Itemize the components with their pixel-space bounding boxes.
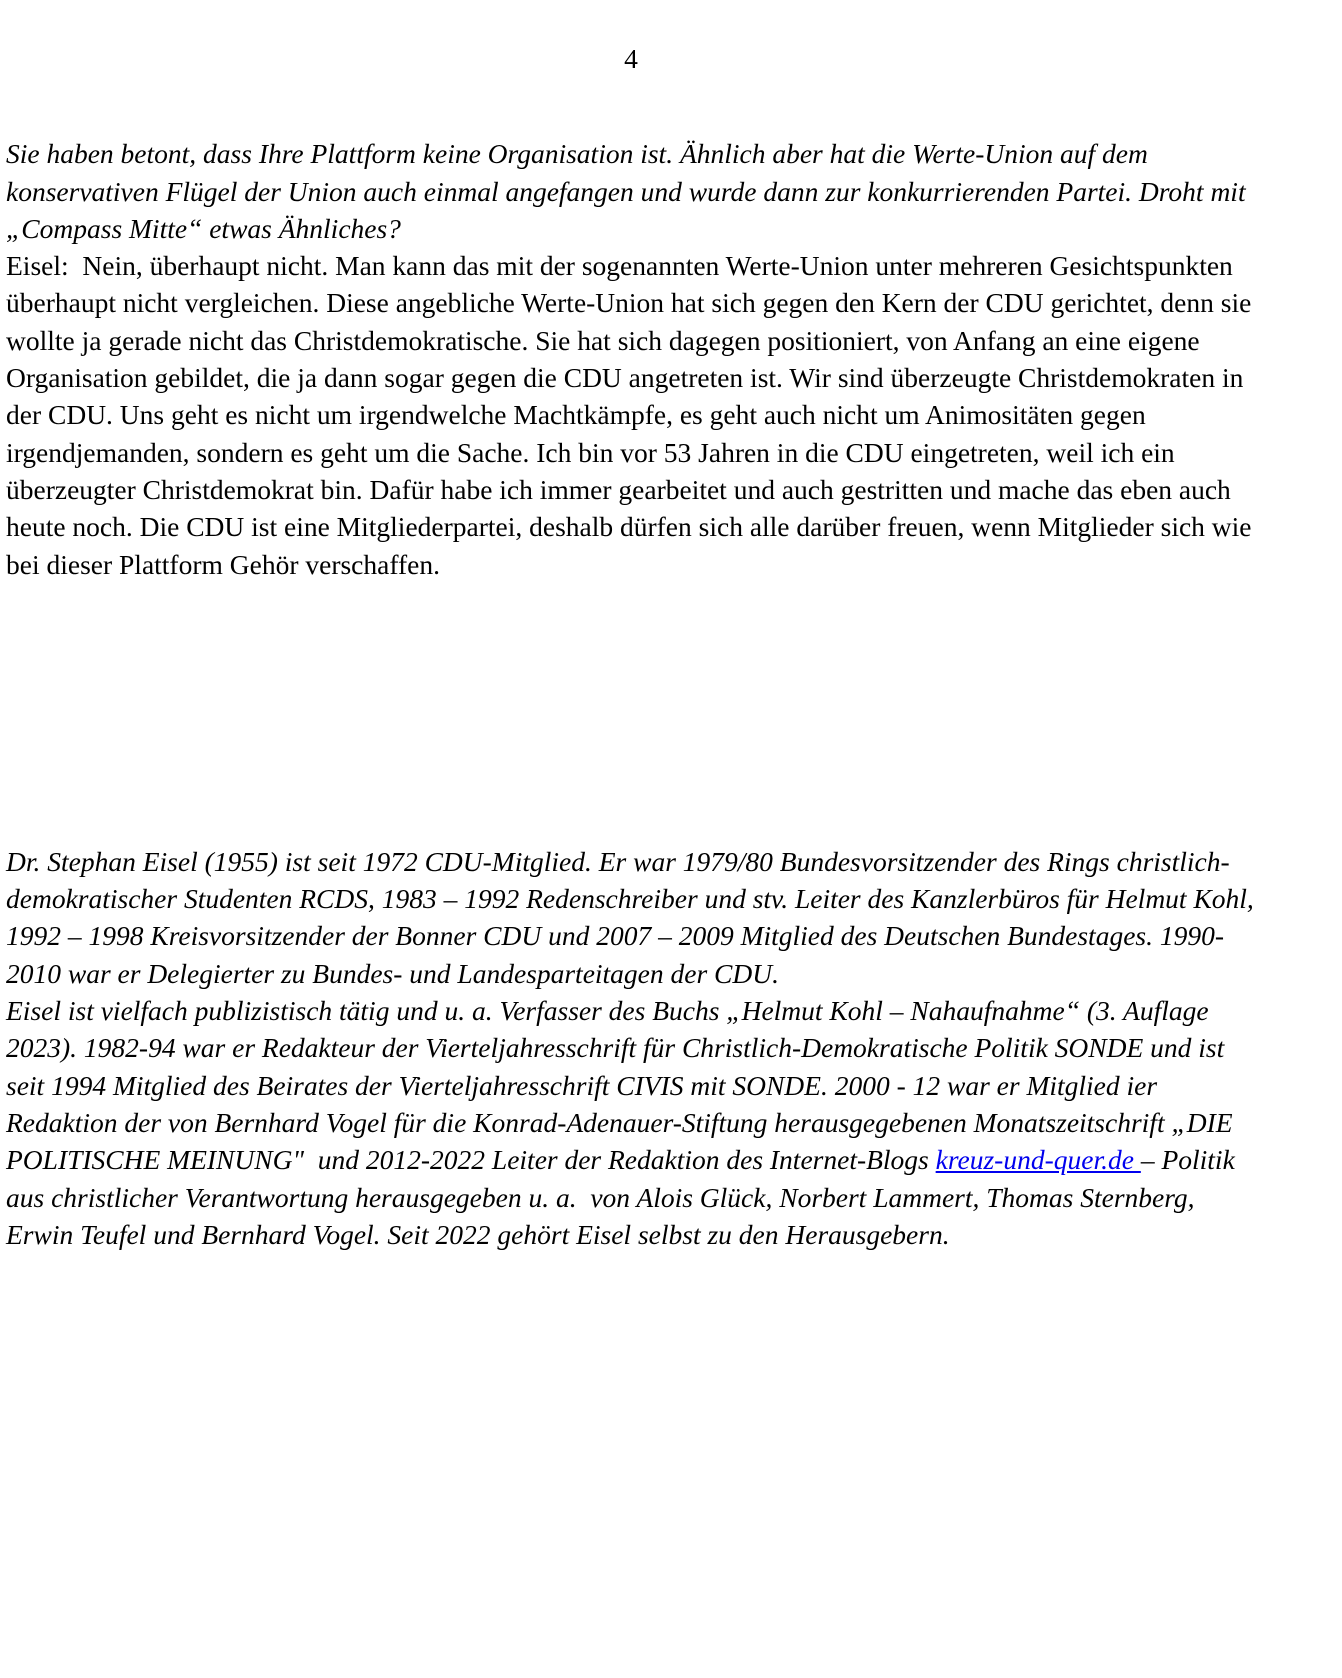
document-content [6, 40, 1261, 1253]
bio-paragraph-2-before-link: Eisel ist vielfach publizistisch tätig und u. a. Verfasser des Buchs „Helmut Kohl – Nahaufnahme“ (3. Auflage 2023). 1982-94 war er Redakteur der Vierteljahresschrift für Christlich-Demokratische Politik SONDE und ist seit 1994 Mitglied des Beirates der Vierteljahresschrift CIVIS mit SONDE. 2000 - 12 war er Mitglied ier Redaktion der von Bernhard Vogel für die Konrad-Adenauer-Stiftung herausgegebenen Monatszeitschrift „DIE POLITISCHE MEINUNG" und 2012-2022 Leiter der Redaktion des Internet-Blogs [6, 995, 1240, 1176]
interview-question: Sie haben betont, dass Ihre Plattform keine Organisation ist. Ähnlich aber hat die Werte-Union auf dem konservativen Flügel der Union auch einmal angefangen und wurde dann zur konkurrierenden Partei. Droht mit „Compass Mitte“ etwas Ähnliches? [6, 138, 1253, 244]
bio-paragraph-1: Dr. Stephan Eisel (1955) ist seit 1972 CDU-Mitglied. Er war 1979/80 Bundesvorsitzender des Rings christlich-demokratischer Studenten RCDS, 1983 – 1992 Redenschreiber und stv. Leiter des Kanzlerbüros für Helmut Kohl, 1992 – 1998 Kreisvorsitzender der Bonner CDU und 2007 – 2009 Mitglied des Deutschen Bundestages. 1990-2010 war er Delegierter zu Bundes- und Landesparteitagen der CDU. [6, 845, 1261, 989]
page-number: 4 [624, 43, 638, 74]
spacer-before-bio [6, 583, 1256, 843]
bio-paragraph-2 [6, 992, 1256, 1253]
spacer-after-page-number [6, 77, 1256, 135]
interview-answer: Eisel: Nein, überhaupt nicht. Man kann das mit der sogenannten Werte-Union unter mehreren Gesichtspunkten überhaupt nicht vergleichen. Diese angebliche Werte-Union hat sich gegen den Kern der CDU gerichtet, denn sie wollte ja gerade nicht das Christdemokratische. Sie hat sich dagegen positioniert, von Anfang an eine eigene Organisation gebildet, die ja dann sogar gegen die CDU angetreten ist. Wir sind überzeugte Christdemokraten in der CDU. Uns geht es nicht um irgendwelche Machtkämpfe, es geht auch nicht um Animositäten gegen irgendjemanden, sondern es geht um die Sache. Ich bin vor 53 Jahren in die CDU eingetreten, weil ich ein überzeugter Christdemokrat bin. Dafür habe ich immer gearbeitet und auch gestritten und mache das eben auch heute noch. Die CDU ist eine Mitgliederpartei, deshalb dürfen sich alle darüber freuen, wenn Mitglieder sich wie bei dieser Plattform Gehör verschaffen. [6, 250, 1259, 580]
bio-paragraph-2-after-link: – Politik aus christlicher Verantwortung herausgegeben u. a. von Alois Glück, Norbert Lammert, Thomas Sternberg, Erwin Teufel und Bernhard Vogel. Seit 2022 gehört Eisel selbst zu den Herausgebern. [6, 1144, 1242, 1250]
kreuz-und-quer-link[interactable]: kreuz-und-quer.de [935, 1144, 1141, 1176]
